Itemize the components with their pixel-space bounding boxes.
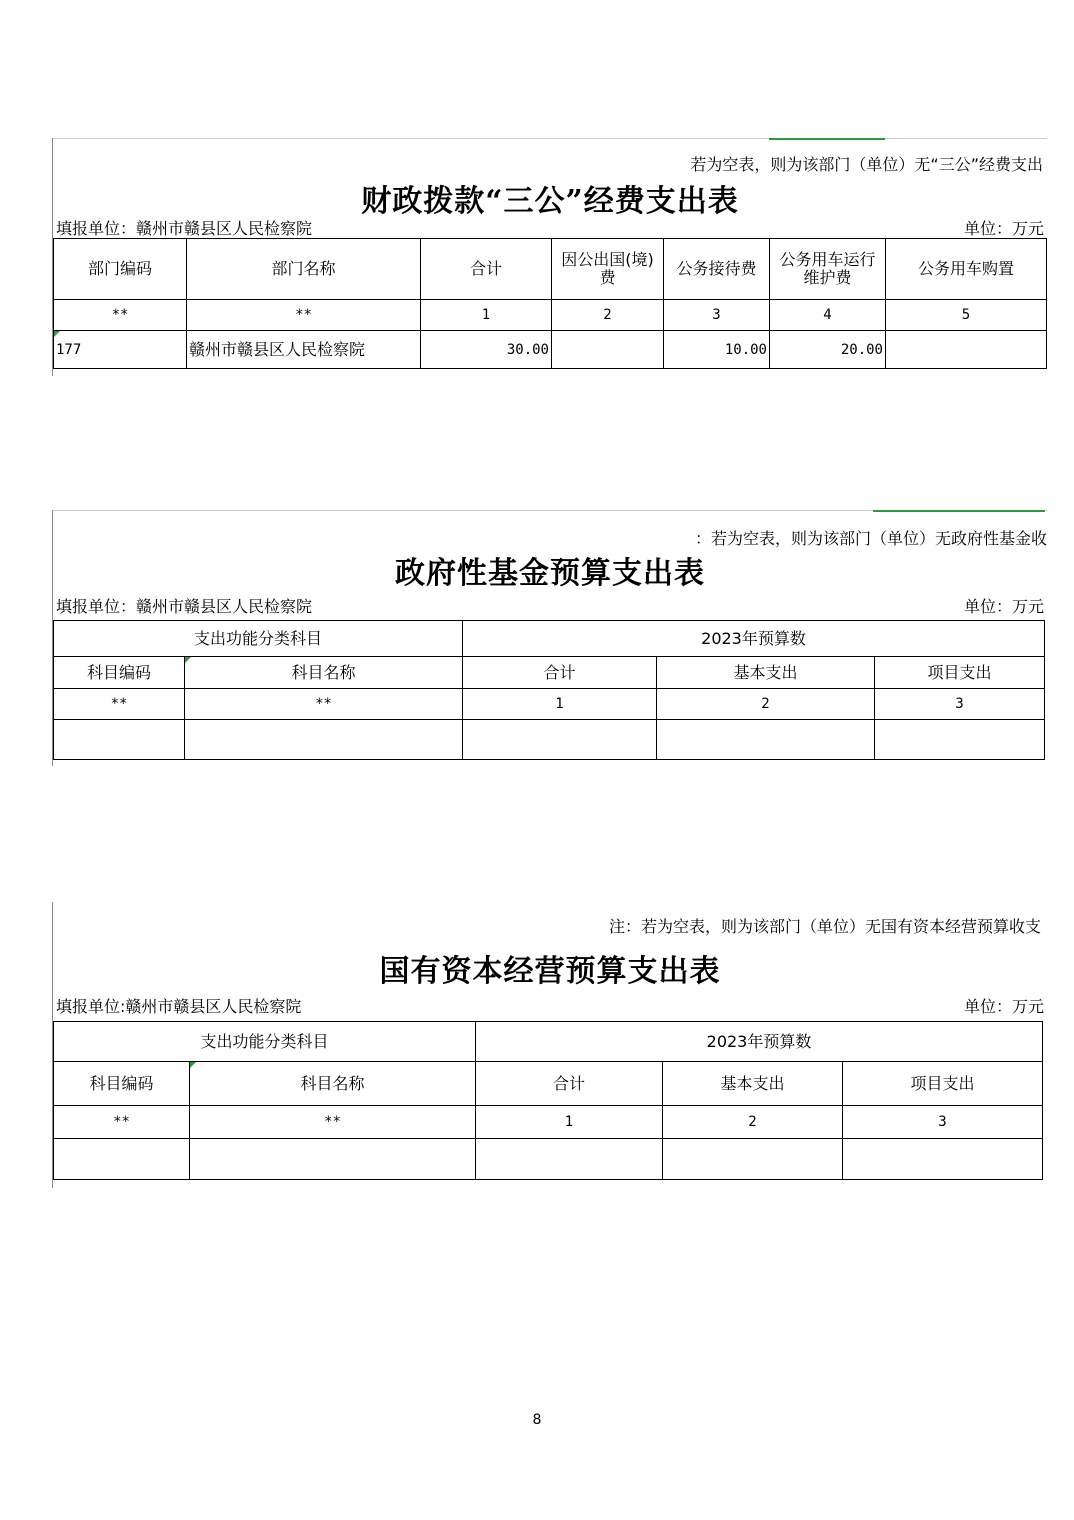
header-cell: 合计 bbox=[476, 1062, 663, 1106]
header-cell: 公务用车购置 bbox=[886, 239, 1047, 300]
table2-index-row bbox=[54, 689, 1045, 720]
header-cell: 公务接待费 bbox=[664, 239, 770, 300]
table1-title: 财政拨款“三公”经费支出表 bbox=[361, 184, 739, 219]
table2-group-row bbox=[54, 621, 1045, 657]
dept-code-cell bbox=[54, 331, 187, 369]
header-cell: 部门编码 bbox=[54, 239, 187, 300]
header-cell: 公务用车运行维护费 bbox=[770, 239, 886, 300]
header-cell: 基本支出 bbox=[663, 1062, 843, 1106]
table-row bbox=[54, 1139, 1043, 1180]
header-cell: 基本支出 bbox=[657, 657, 875, 689]
header-cell: 因公出国(境)费 bbox=[552, 239, 664, 300]
table3-index-row bbox=[54, 1106, 1043, 1139]
empty-cell bbox=[476, 1139, 663, 1180]
section-gov-fund bbox=[52, 510, 1047, 766]
empty-cell bbox=[657, 720, 875, 760]
cell-text: 科目名称 bbox=[300, 1073, 365, 1093]
table3-filler: 填报单位:赣州市赣县区人民检察院 bbox=[56, 997, 302, 1016]
index-cell: 2 bbox=[663, 1106, 843, 1139]
index-cell: 1 bbox=[421, 300, 552, 331]
index-cell: ** bbox=[54, 300, 187, 331]
dept-name-cell: 赣州市赣县区人民检察院 bbox=[187, 331, 421, 369]
index-cell: 3 bbox=[843, 1106, 1043, 1139]
empty-cell bbox=[190, 1139, 476, 1180]
table1-filler: 填报单位：赣州市赣县区人民检察院 bbox=[56, 219, 313, 238]
header-cell: 项目支出 bbox=[875, 657, 1045, 689]
table3-unit: 单位：万元 bbox=[963, 997, 1044, 1016]
table2-unit: 单位：万元 bbox=[963, 597, 1044, 616]
table1-header-row bbox=[54, 239, 1047, 300]
cell-text: 科目名称 bbox=[291, 662, 356, 682]
header-cell: 合计 bbox=[421, 239, 552, 300]
page-number: 8 bbox=[532, 1412, 542, 1428]
table-row bbox=[54, 720, 1045, 760]
table2-header-row bbox=[54, 657, 1045, 689]
table3-header-row bbox=[54, 1062, 1043, 1106]
index-cell: ** bbox=[54, 1106, 190, 1139]
index-cell: 1 bbox=[476, 1106, 663, 1139]
table1-index-row bbox=[54, 300, 1047, 331]
vehicle-op-cell: 20.00 bbox=[770, 331, 886, 369]
green-corner-icon bbox=[54, 331, 60, 337]
empty-cell bbox=[843, 1139, 1043, 1180]
table-row bbox=[54, 331, 1047, 369]
index-cell: ** bbox=[54, 689, 185, 720]
index-cell: 2 bbox=[657, 689, 875, 720]
index-cell: 3 bbox=[664, 300, 770, 331]
empty-cell bbox=[663, 1139, 843, 1180]
index-cell: 5 bbox=[886, 300, 1047, 331]
total-cell: 30.00 bbox=[421, 331, 552, 369]
table3-group-row bbox=[54, 1022, 1043, 1062]
reception-cell: 10.00 bbox=[664, 331, 770, 369]
table2-note: ：若为空表，则为该部门（单位）无政府性基金收 bbox=[694, 529, 1047, 548]
header-cell bbox=[185, 657, 463, 689]
index-cell: ** bbox=[190, 1106, 476, 1139]
index-cell: 4 bbox=[770, 300, 886, 331]
index-cell: 3 bbox=[875, 689, 1045, 720]
index-cell: ** bbox=[185, 689, 463, 720]
vehicle-buy-cell bbox=[886, 331, 1047, 369]
table1-note: 若为空表，则为该部门（单位）无“三公”经费支出 bbox=[690, 155, 1043, 174]
header-cell bbox=[190, 1062, 476, 1106]
group-header-cell: 2023年预算数 bbox=[476, 1022, 1043, 1062]
index-cell: ** bbox=[187, 300, 421, 331]
table3-grid bbox=[53, 1021, 1043, 1180]
table2-title: 政府性基金预算支出表 bbox=[395, 556, 705, 591]
table1-grid bbox=[53, 238, 1047, 369]
empty-cell bbox=[54, 1139, 190, 1180]
empty-cell bbox=[875, 720, 1045, 760]
green-corner-icon bbox=[190, 1062, 196, 1068]
empty-cell bbox=[463, 720, 657, 760]
table1-unit: 单位：万元 bbox=[963, 219, 1044, 238]
header-cell: 合计 bbox=[463, 657, 657, 689]
cell-text: 177 bbox=[56, 341, 82, 358]
group-header-cell: 2023年预算数 bbox=[463, 621, 1045, 657]
travel-cell bbox=[552, 331, 664, 369]
empty-cell bbox=[185, 720, 463, 760]
table2-grid bbox=[53, 620, 1045, 760]
index-cell: 2 bbox=[552, 300, 664, 331]
header-cell: 科目编码 bbox=[54, 1062, 190, 1106]
header-cell: 部门名称 bbox=[187, 239, 421, 300]
index-cell: 1 bbox=[463, 689, 657, 720]
table3-title: 国有资本经营预算支出表 bbox=[379, 954, 721, 989]
table3-note: 注：若为空表，则为该部门（单位）无国有资本经营预算收支 bbox=[608, 917, 1041, 936]
section-state-capital bbox=[52, 902, 1047, 1188]
section-sangong bbox=[52, 138, 1047, 376]
empty-cell bbox=[54, 720, 185, 760]
table2-filler: 填报单位：赣州市赣县区人民检察院 bbox=[56, 597, 313, 616]
green-corner-icon bbox=[185, 657, 191, 663]
header-cell: 科目编码 bbox=[54, 657, 185, 689]
header-cell: 项目支出 bbox=[843, 1062, 1043, 1106]
group-header-cell: 支出功能分类科目 bbox=[54, 621, 463, 657]
group-header-cell: 支出功能分类科目 bbox=[54, 1022, 476, 1062]
